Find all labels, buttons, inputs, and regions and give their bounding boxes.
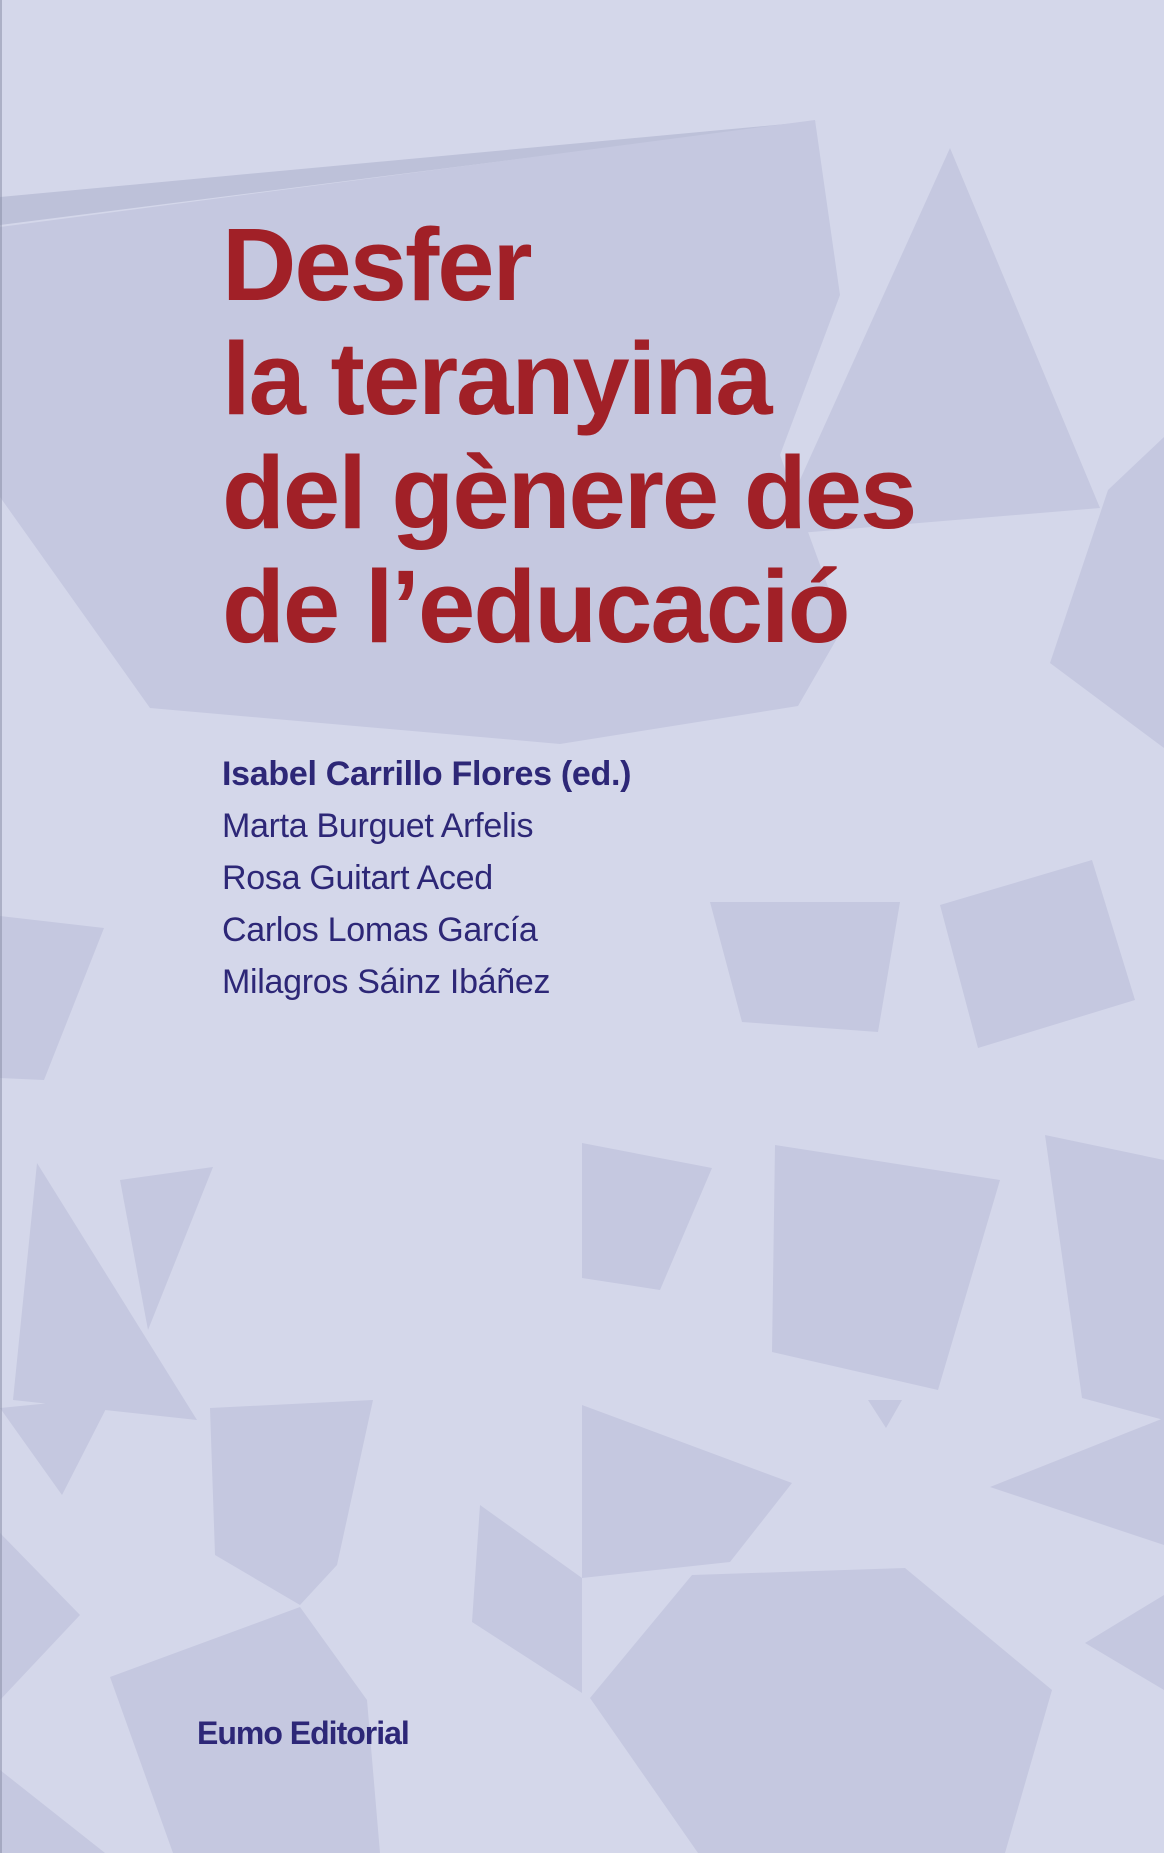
book-title-line: de l’educació bbox=[222, 549, 849, 664]
web-gap-shape bbox=[940, 860, 1135, 1048]
web-gap-shape bbox=[582, 1143, 712, 1290]
left-edge-line bbox=[0, 0, 2, 1853]
web-gap-shape bbox=[210, 1400, 373, 1605]
web-gap-shape bbox=[472, 1505, 582, 1693]
book-title-line: la teranyina bbox=[222, 321, 771, 436]
web-gap-shape bbox=[1085, 1595, 1164, 1690]
web-gap-shape bbox=[582, 1405, 792, 1578]
web-gap-shape bbox=[1045, 1135, 1164, 1420]
web-gap-shape bbox=[590, 1568, 1052, 1853]
web-gap-shape bbox=[0, 1397, 112, 1495]
publisher-name: Eumo Editorial bbox=[197, 1715, 409, 1751]
book-title-line: Desfer bbox=[222, 207, 531, 322]
web-gap-shape bbox=[0, 916, 104, 1080]
author-name: Rosa Guitart Aced bbox=[222, 859, 493, 897]
web-gap-shape bbox=[0, 1770, 105, 1853]
author-name: Marta Burguet Arfelis bbox=[222, 807, 534, 845]
byline-block bbox=[222, 748, 631, 1008]
web-gap-shape bbox=[772, 1145, 1000, 1390]
book-title-line: del gènere des bbox=[222, 435, 916, 550]
author-name: Carlos Lomas García bbox=[222, 911, 538, 949]
web-gap-shape bbox=[868, 1400, 902, 1428]
web-gap-shape bbox=[120, 1167, 213, 1330]
book-title bbox=[222, 208, 915, 664]
web-gap-shape bbox=[990, 1418, 1164, 1545]
author-name: Milagros Sáinz Ibáñez bbox=[222, 963, 551, 1001]
web-gap-shape bbox=[710, 902, 900, 1032]
editor-name: Isabel Carrillo Flores (ed.) bbox=[222, 755, 632, 793]
web-gap-shape bbox=[0, 1533, 80, 1700]
